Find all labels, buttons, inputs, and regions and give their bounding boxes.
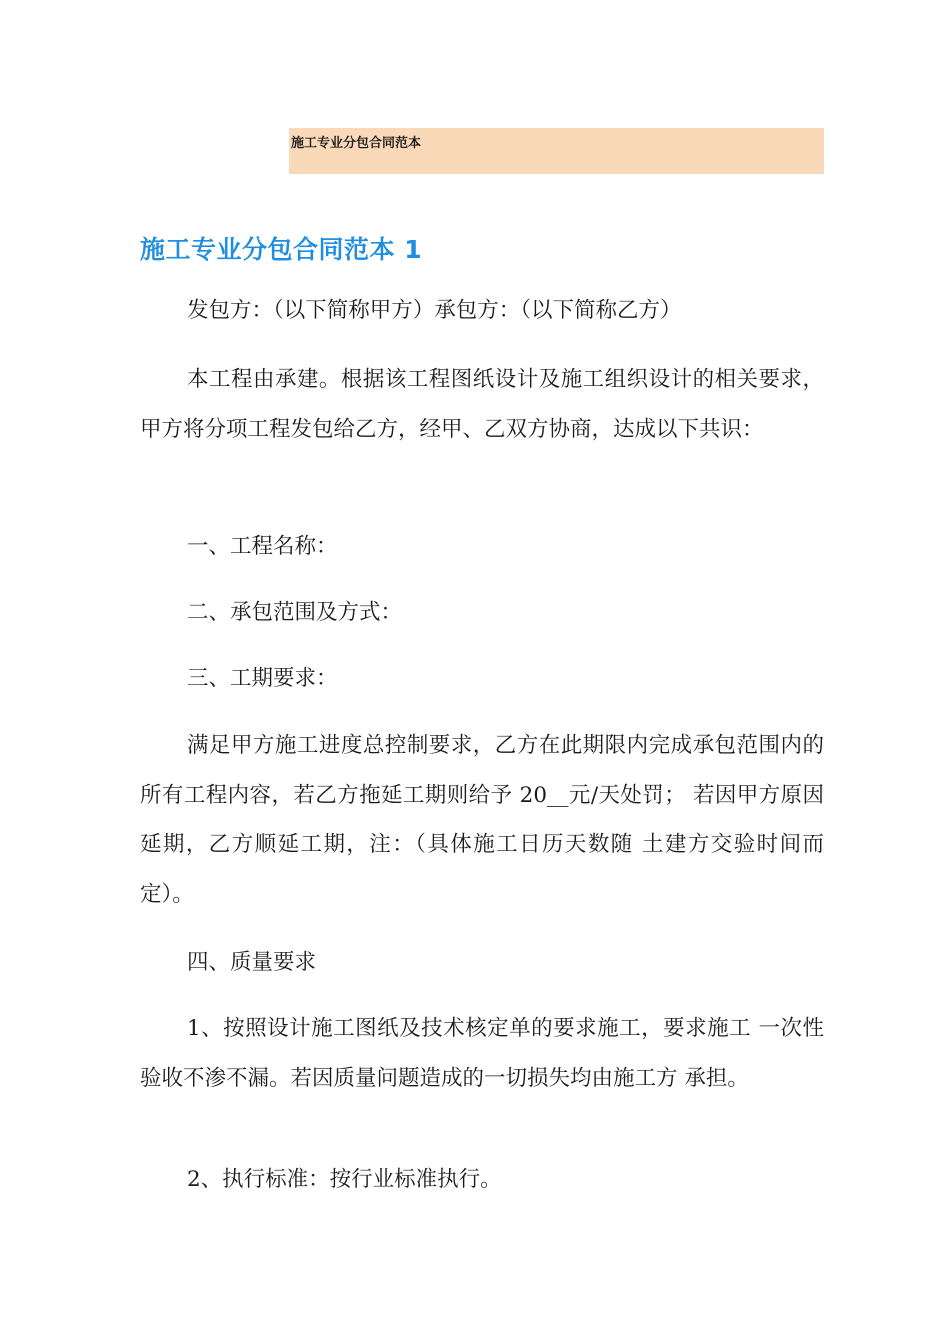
section-heading-scope: 二、承包范围及方式：: [187, 600, 403, 625]
section-heading-project-name: 一、工程名称：: [187, 534, 338, 559]
paragraph-intro: 本工程由承建。根据该工程图纸设计及施工组织设计的相关要求，甲方将分项工程发包给乙方，经甲、乙双方协商，达成以下共识：: [140, 367, 824, 442]
paragraph-parties: 发包方：（以下简称甲方）承包方：（以下简称乙方）: [187, 298, 682, 323]
header-band: [289, 128, 824, 174]
header-band-text: 施工专业分包合同范本: [291, 136, 422, 151]
paragraph-quality-1: 1、按照设计施工图纸及技术核定单的要求施工，要求施工 一次性验收不渗不漏。若因质量问题造成的一切损失均由施工方 承担。: [140, 1016, 824, 1091]
document-title: 施工专业分包合同范本 1: [140, 235, 423, 264]
section-heading-schedule: 三、工期要求：: [187, 666, 338, 691]
section-heading-quality: 四、质量要求: [187, 950, 317, 975]
paragraph-schedule: 满足甲方施工进度总控制要求，乙方在此期限内完成承包范围内的所有工程内容，若乙方拖延工期则给予 20__元/天处罚； 若因甲方原因延期，乙方顺延工期，注：（具体施工日历天数随 土建方交验时间而定）。: [140, 733, 824, 907]
paragraph-quality-2: 2、执行标准：按行业标准执行。: [187, 1167, 502, 1192]
